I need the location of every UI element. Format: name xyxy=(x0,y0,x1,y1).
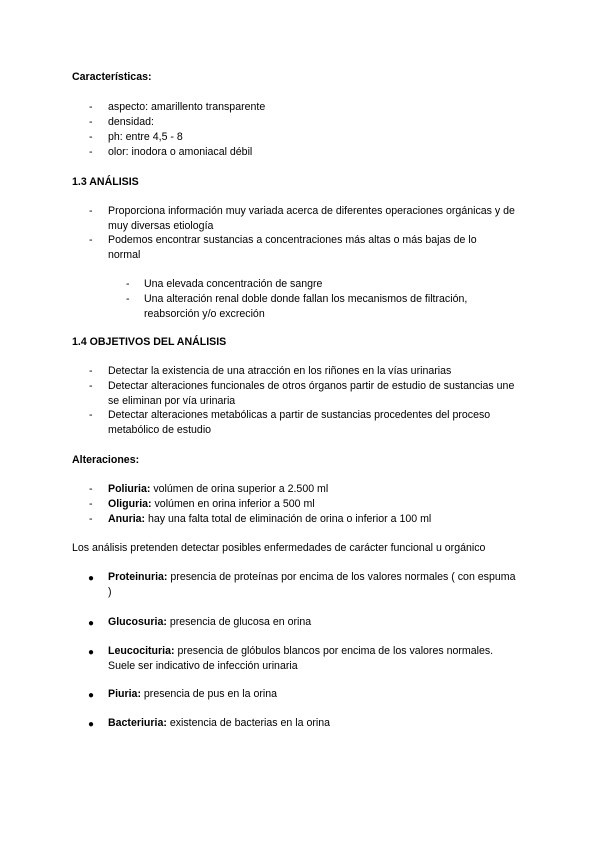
enfermedad-item xyxy=(108,644,523,674)
enfermedad-desc: presencia de glóbulos blancos por encima de los valores normales. Suele ser indicativo de infección urinaria xyxy=(108,645,494,672)
bullet-marker: ● xyxy=(88,647,95,658)
dash-marker: - xyxy=(89,146,93,158)
dash-marker: - xyxy=(89,116,93,128)
analisis-heading: 1.3 ANÁLISIS xyxy=(72,176,139,188)
analisis-subitem: Una elevada concentración de sangre xyxy=(144,278,323,290)
dash-marker: - xyxy=(126,278,130,290)
objetivos-heading: 1.4 OBJETIVOS DEL ANÁLISIS xyxy=(72,336,227,348)
analisis-item: Proporciona información muy variada acerca de diferentes operaciones orgánicas y de muy diversas etiología xyxy=(108,205,515,232)
alteracion-term: Poliuria: xyxy=(108,483,151,495)
alteracion-term: Anuria: xyxy=(108,513,146,525)
dash-marker: - xyxy=(89,409,93,421)
caracteristica-item: olor: inodora o amoniacal débil xyxy=(108,146,253,158)
dash-marker: - xyxy=(89,101,93,113)
caracteristicas-heading: Características: xyxy=(72,71,152,83)
enfermedad-item xyxy=(108,687,548,702)
enfermedad-desc: existencia de bacterias en la orina xyxy=(166,717,331,729)
caracteristica-item: densidad: xyxy=(108,116,154,128)
dash-marker: - xyxy=(89,513,93,525)
bullet-marker: ● xyxy=(88,690,95,701)
dash-marker: - xyxy=(89,131,93,143)
objetivo-item: Detectar la existencia de una atracción en los riñones en la vías urinarias xyxy=(108,365,452,377)
enfermedad-item xyxy=(108,716,548,731)
dash-marker: - xyxy=(89,498,93,510)
bullet-marker: ● xyxy=(88,573,95,584)
objetivo-item: Detectar alteraciones metabólicas a partir de sustancias procedentes del proceso metabólico de estudio xyxy=(108,409,491,436)
alteraciones-heading: Alteraciones: xyxy=(72,454,140,466)
caracteristica-item: ph: entre 4,5 - 8 xyxy=(108,131,183,143)
enfermedad-item xyxy=(108,615,548,630)
dash-marker: - xyxy=(89,483,93,495)
alteracion-desc: hay una falta total de eliminación de orina o inferior a 100 ml xyxy=(145,513,432,525)
dash-marker: - xyxy=(89,234,93,246)
enfermedad-term: Glucosuria: xyxy=(108,616,167,628)
objetivo-item: Detectar alteraciones funcionales de otros órganos partir de estudio de sustancias une se eliminan por vía urinaria xyxy=(108,380,515,407)
bullet-marker: ● xyxy=(88,618,95,629)
alteracion-item xyxy=(108,482,548,497)
enfermedad-item xyxy=(108,570,518,600)
alteracion-item xyxy=(108,497,548,512)
analisis-item: Podemos encontrar sustancias a concentraciones más altas o más bajas de lo normal xyxy=(108,234,477,261)
enfermedad-term: Proteinuria: xyxy=(108,571,168,583)
enfermedad-desc: presencia de proteínas por encima de los valores normales ( con espuma ) xyxy=(108,571,516,598)
alteracion-desc: volúmen en orina inferior a 500 ml xyxy=(151,498,315,510)
enfermedad-term: Piuria: xyxy=(108,688,141,700)
dash-marker: - xyxy=(89,380,93,392)
dash-marker: - xyxy=(89,365,93,377)
alteracion-desc: volúmen de orina superior a 2.500 ml xyxy=(150,483,329,495)
enfermedad-desc: presencia de glucosa en orina xyxy=(166,616,312,628)
enfermedad-term: Leucocituria: xyxy=(108,645,175,657)
enfermedad-term: Bacteriuria: xyxy=(108,717,167,729)
alteracion-item xyxy=(108,512,548,527)
dash-marker: - xyxy=(126,293,130,305)
caracteristica-item: aspecto: amarillento transparente xyxy=(108,101,266,113)
bullet-marker: ● xyxy=(88,719,95,730)
dash-marker: - xyxy=(89,205,93,217)
analisis-subitem: Una alteración renal doble donde fallan los mecanismos de filtración, reabsorción y/o excreción xyxy=(144,293,468,320)
enfermedad-desc: presencia de pus en la orina xyxy=(140,688,278,700)
alteracion-term: Oliguria: xyxy=(108,498,152,510)
intro-paragraph: Los análisis pretenden detectar posibles enfermedades de carácter funcional u orgánico xyxy=(72,542,486,554)
